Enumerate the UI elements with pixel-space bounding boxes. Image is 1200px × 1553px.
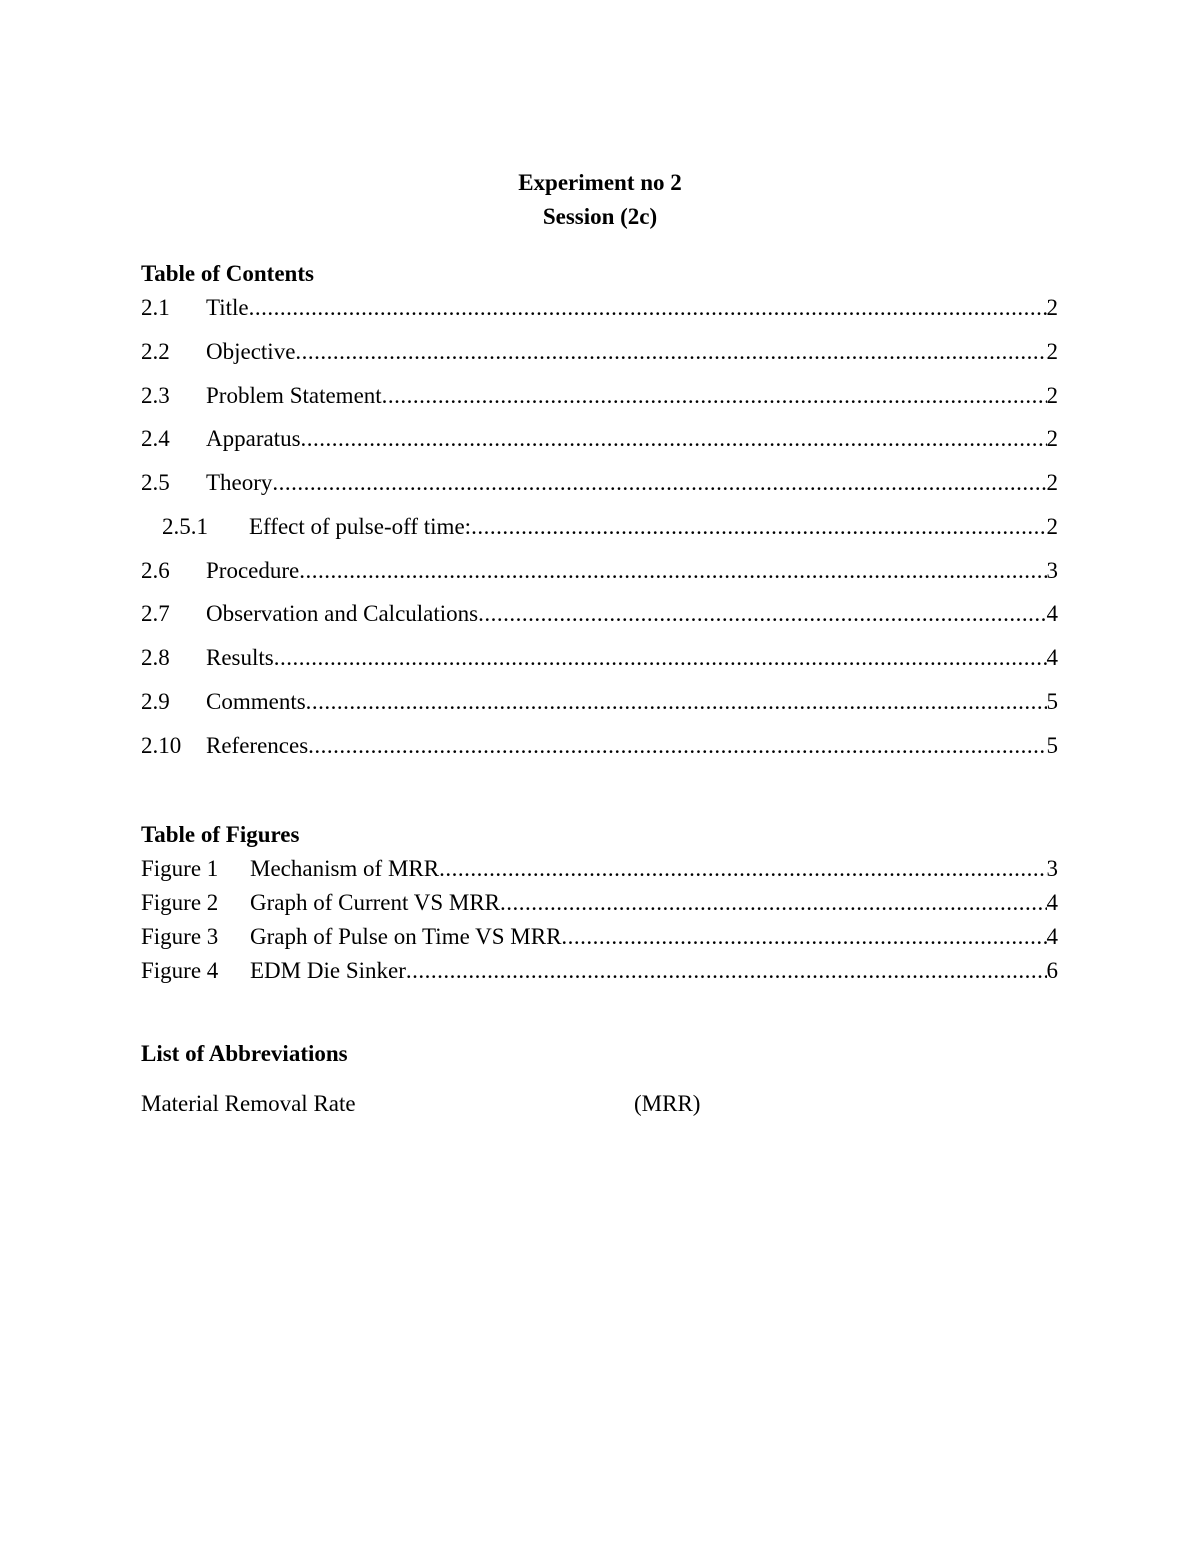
toc-entry-label: Procedure xyxy=(206,558,300,583)
toc-entry-number: 2.10 xyxy=(141,733,182,758)
toc-entry-page: 2 xyxy=(1046,426,1058,451)
toc-leader-dots xyxy=(272,469,1046,497)
toc-entry-page: 4 xyxy=(1046,645,1058,670)
toc-entry-page: 2 xyxy=(1046,295,1058,320)
figure-leader-dots xyxy=(561,923,1046,951)
figure-leader-dots xyxy=(406,957,1047,985)
toc-entry[interactable] xyxy=(141,294,1058,322)
figure-entry-number: Figure 1 xyxy=(141,856,219,881)
figure-entry-label: Mechanism of MRR xyxy=(250,856,440,881)
toc-entry-page: 2 xyxy=(1046,383,1058,408)
abbreviation-entry xyxy=(141,1090,1058,1118)
figure-entry-page: 4 xyxy=(1046,890,1058,915)
toc-entry-page: 5 xyxy=(1046,689,1058,714)
toc-leader-dots xyxy=(471,513,1046,541)
toc-entry-label: Problem Statement xyxy=(206,383,382,408)
toc-entry-number: 2.2 xyxy=(141,339,170,364)
toc-leader-dots xyxy=(295,338,1046,366)
toc-entry-page: 3 xyxy=(1046,558,1058,583)
figure-leader-dots xyxy=(500,889,1046,917)
toc-entry[interactable] xyxy=(141,382,1058,410)
toc-leader-dots xyxy=(306,688,1047,716)
toc-leader-dots xyxy=(478,600,1046,628)
toc-entry[interactable] xyxy=(141,688,1058,716)
figure-entry-label: EDM Die Sinker xyxy=(250,958,406,983)
toc-leader-dots xyxy=(299,557,1046,585)
toc-entry-page: 2 xyxy=(1046,470,1058,495)
toc-entry-label: Objective xyxy=(206,339,296,364)
document-title: Experiment no 2 xyxy=(518,170,682,195)
toc-entry-label: Comments xyxy=(206,689,306,714)
document-subtitle: Session (2c) xyxy=(542,204,658,229)
toc-entry-number: 2.4 xyxy=(141,426,170,451)
figures-heading: Table of Figures xyxy=(141,822,300,847)
toc-entry[interactable] xyxy=(141,732,1058,760)
toc-entry[interactable] xyxy=(141,600,1058,628)
toc-entry-number: 2.6 xyxy=(141,558,170,583)
toc-entry-number: 2.1 xyxy=(141,295,170,320)
toc-leader-dots xyxy=(249,294,1047,322)
abbreviation-term: Material Removal Rate xyxy=(141,1091,356,1116)
toc-entry[interactable] xyxy=(141,338,1058,366)
toc-leader-dots xyxy=(382,382,1047,410)
toc-leader-dots xyxy=(274,644,1047,672)
toc-entry-page: 2 xyxy=(1046,514,1058,539)
toc-entry-page: 5 xyxy=(1046,733,1058,758)
figure-entry-label: Graph of Current VS MRR xyxy=(250,890,501,915)
figure-entry[interactable] xyxy=(141,889,1058,917)
toc-entry[interactable] xyxy=(141,425,1058,453)
figure-entry-label: Graph of Pulse on Time VS MRR xyxy=(250,924,562,949)
figure-entry[interactable] xyxy=(141,923,1058,951)
toc-entry-number: 2.5 xyxy=(141,470,170,495)
figure-entry-number: Figure 4 xyxy=(141,958,219,983)
figure-entry-page: 4 xyxy=(1046,924,1058,949)
toc-entry-number: 2.3 xyxy=(141,383,170,408)
figure-entry-number: Figure 2 xyxy=(141,890,219,915)
abbreviation-short: (MRR) xyxy=(634,1091,701,1116)
toc-entry-label: Apparatus xyxy=(206,426,301,451)
toc-entry-label: Results xyxy=(206,645,274,670)
figure-entry[interactable] xyxy=(141,855,1058,883)
toc-leader-dots xyxy=(308,732,1046,760)
figure-entry-number: Figure 3 xyxy=(141,924,219,949)
abbreviations-heading: List of Abbreviations xyxy=(141,1041,348,1066)
toc-entry-label: References xyxy=(206,733,309,758)
toc-entry-page: 4 xyxy=(1046,601,1058,626)
toc-subentry[interactable] xyxy=(162,513,1058,541)
toc-entry[interactable] xyxy=(141,557,1058,585)
toc-entry-number: 2.8 xyxy=(141,645,170,670)
figure-entry-page: 3 xyxy=(1046,856,1058,881)
toc-entry-label: Effect of pulse-off time: xyxy=(249,514,472,539)
figure-entry[interactable] xyxy=(141,957,1058,985)
toc-entry-label: Observation and Calculations xyxy=(206,601,479,626)
figure-entry-page: 6 xyxy=(1046,958,1058,983)
toc-entry-label: Title xyxy=(206,295,249,320)
toc-entry-label: Theory xyxy=(206,470,273,495)
toc-heading: Table of Contents xyxy=(141,261,314,286)
toc-entry-page: 2 xyxy=(1046,339,1058,364)
toc-entry[interactable] xyxy=(141,644,1058,672)
figure-leader-dots xyxy=(439,855,1046,883)
toc-entry-number: 2.5.1 xyxy=(162,514,208,539)
toc-entry-number: 2.9 xyxy=(141,689,170,714)
toc-leader-dots xyxy=(301,425,1047,453)
toc-entry[interactable] xyxy=(141,469,1058,497)
toc-entry-number: 2.7 xyxy=(141,601,170,626)
